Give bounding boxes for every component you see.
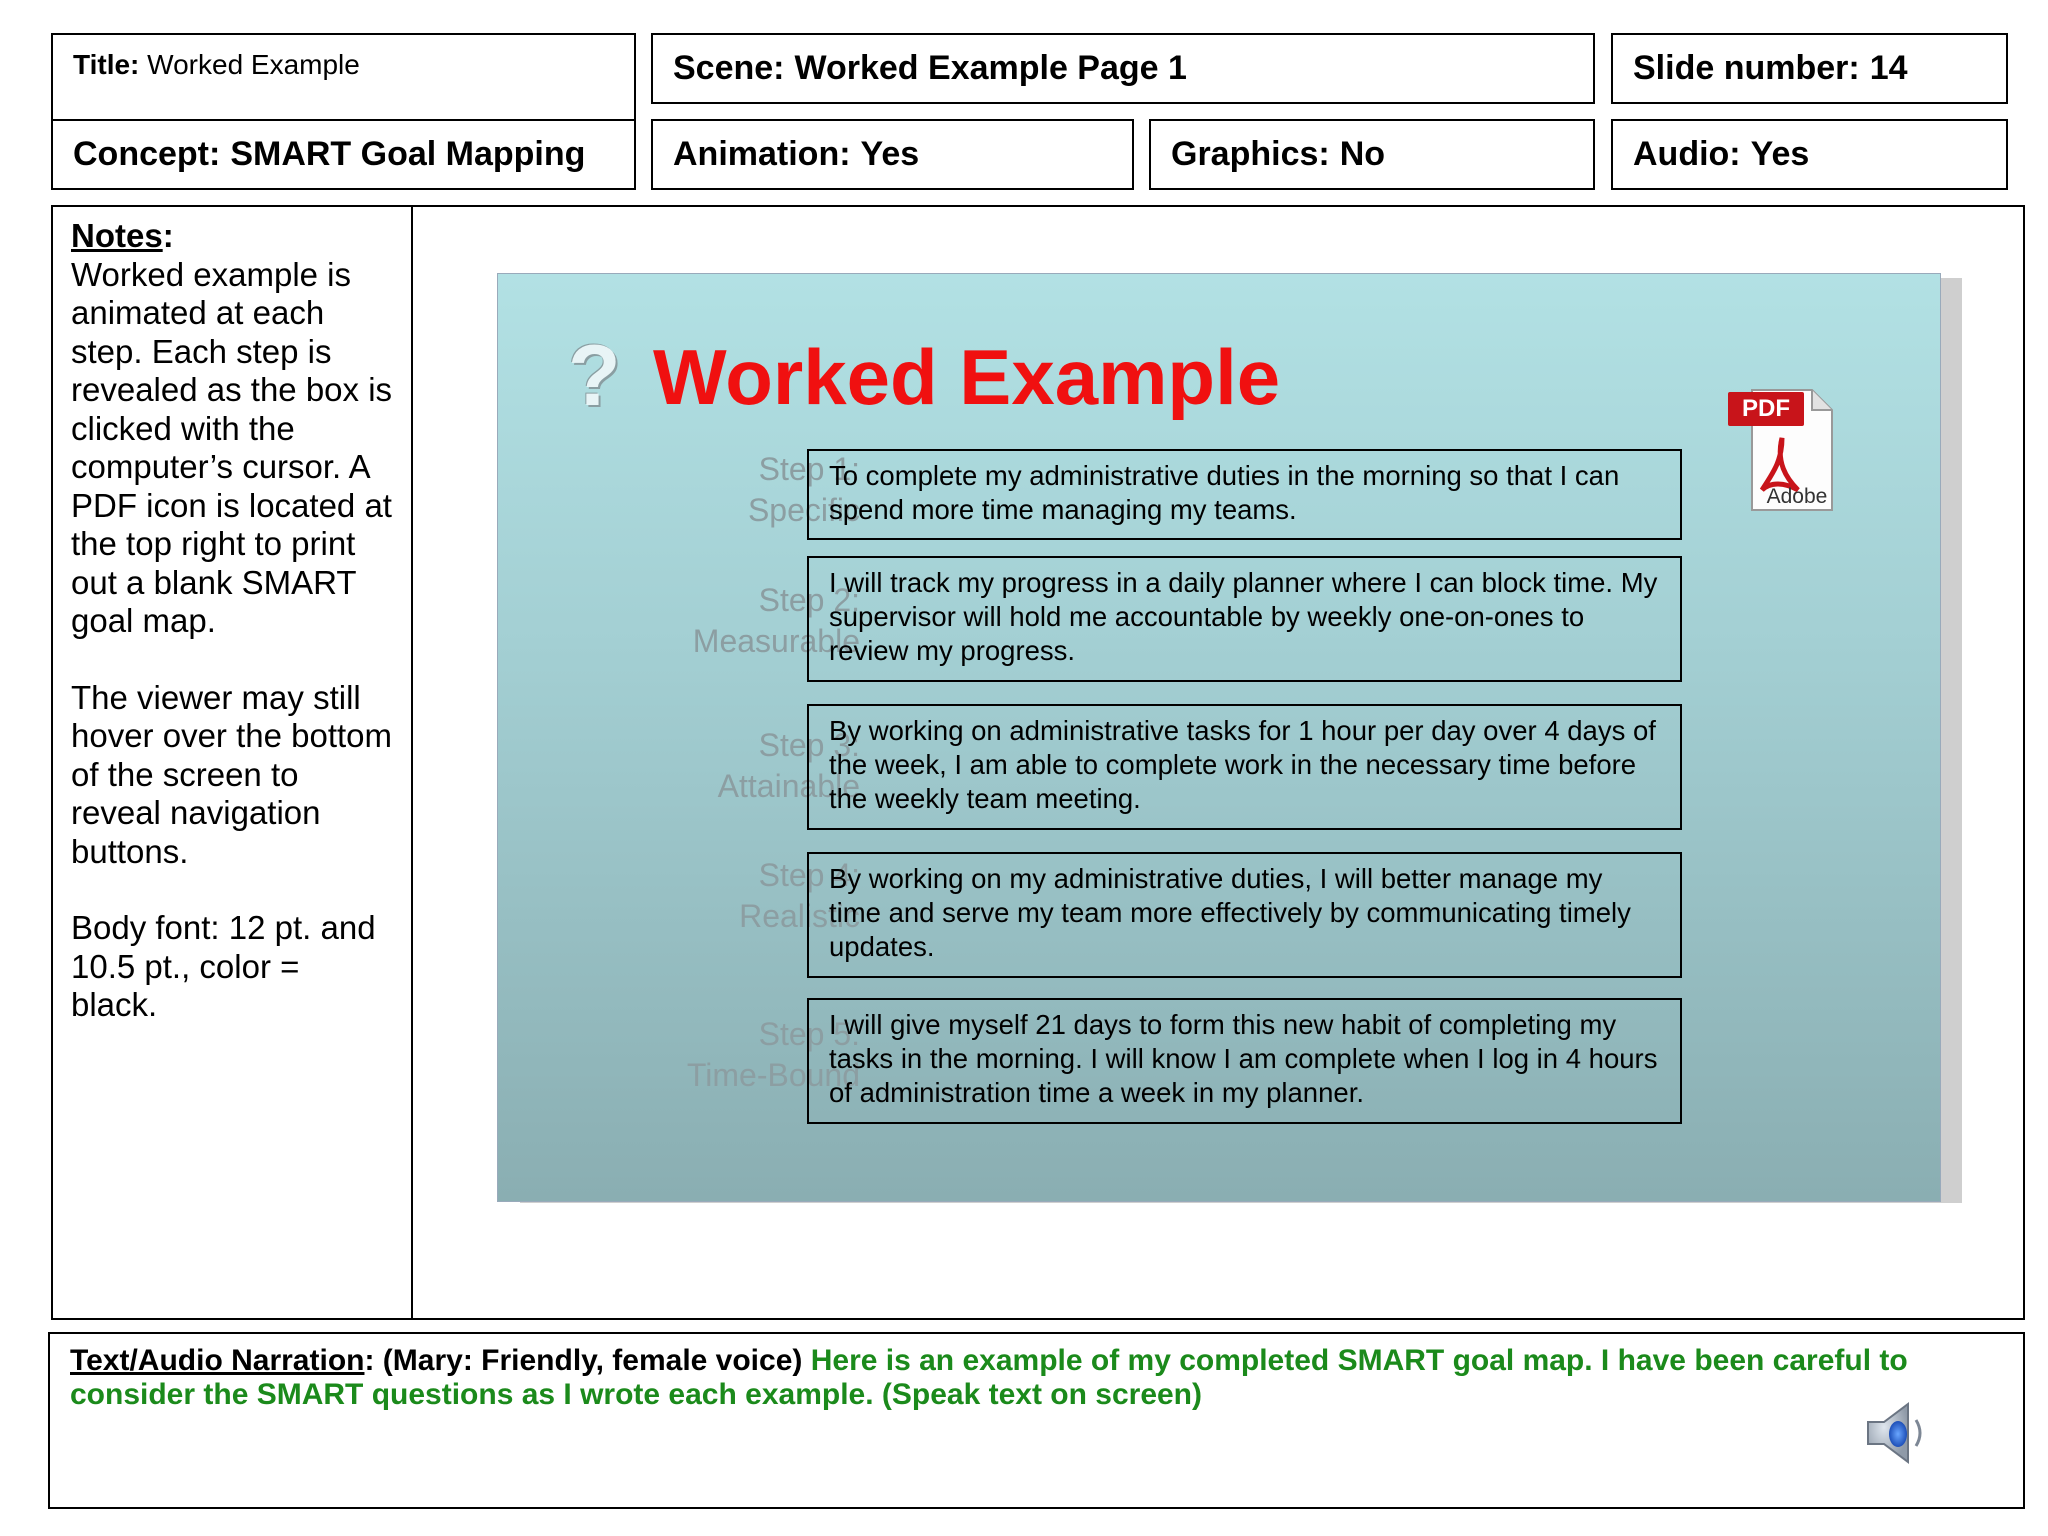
concept-field	[51, 119, 636, 190]
step-1-name: Specific	[747, 492, 860, 528]
step-5-text: I will give myself 21 days to form this new habit of completing my tasks in the morning. I will know I am complete when I log in 4 hours of administration time a week in my planner.	[829, 1009, 1658, 1108]
concept-label: Concept:	[73, 135, 221, 173]
step-2-text: I will track my progress in a daily planner where I can block time. My supervisor will hold me accountable by weekly one-on-ones to review my progress.	[829, 567, 1658, 666]
notes-heading: Notes	[71, 217, 163, 254]
narration-label: Text/Audio Narration	[70, 1344, 365, 1377]
scene-label: Scene:	[673, 49, 785, 87]
narration-colon: :	[364, 1344, 383, 1377]
step-2-box[interactable]	[807, 556, 1682, 682]
step-2-number: Step 2:	[758, 582, 860, 618]
pdf-icon[interactable]	[1726, 382, 1842, 518]
step-3-name: Attainable	[717, 768, 860, 804]
scene-field	[651, 33, 1595, 104]
slide-preview	[497, 273, 1941, 1202]
pdf-label: PDF	[1742, 395, 1790, 422]
notes-paragraph-2: The viewer may still hover over the bottom of the screen to reveal navigation buttons.	[71, 678, 393, 870]
concept-value: SMART Goal Mapping	[230, 135, 586, 173]
graphics-value: No	[1339, 135, 1386, 173]
step-2-name: Measurable	[692, 623, 860, 659]
narration-text: Here is an example of my completed SMART goal map. I have been careful to consider the SMART questions as I wrote each example. (Speak text on screen)	[70, 1344, 1908, 1411]
graphics-label: Graphics:	[1171, 135, 1330, 173]
slide-title: Worked Example	[653, 333, 1281, 421]
step-5-number: Step 5:	[758, 1016, 860, 1052]
question-mark-icon: ?	[568, 328, 621, 424]
adobe-label: Adobe	[1766, 485, 1828, 508]
title-field	[51, 33, 636, 122]
title-value: Worked Example	[147, 49, 360, 80]
animation-label: Animation:	[673, 135, 851, 173]
scene-value: Worked Example Page 1	[794, 49, 1187, 87]
step-1-number: Step 1:	[758, 451, 860, 487]
audio-field	[1611, 119, 2008, 190]
audio-value: Yes	[1750, 135, 1810, 173]
step-1-text: To complete my administrative duties in the morning so that I can spend more time managing my teams.	[829, 460, 1620, 525]
speaker-icon-graphic	[1862, 1400, 1930, 1466]
slide-number-label: Slide number:	[1633, 49, 1860, 87]
audio-label: Audio:	[1633, 135, 1741, 173]
step-3-box[interactable]	[807, 704, 1682, 830]
narration-speaker: (Mary: Friendly, female voice)	[382, 1344, 811, 1377]
step-4-box[interactable]	[807, 852, 1682, 978]
graphics-field	[1149, 119, 1595, 190]
animation-field	[651, 119, 1134, 190]
notes-paragraph-1: Worked example is animated at each step. Each step is revealed as the box is clicked with the computer’s cursor. A PDF icon is located at the top right to print out a blank SMART goal map.	[71, 255, 393, 639]
animation-value: Yes	[860, 135, 920, 173]
step-5-name: Time-Bound	[686, 1057, 860, 1093]
notes-panel	[51, 205, 413, 1320]
step-5-box[interactable]	[807, 998, 1682, 1124]
slide-number-value: 14	[1869, 49, 1908, 87]
step-3-number: Step 3:	[758, 727, 860, 763]
step-4-text: By working on my administrative duties, I will better manage my time and serve my team more effectively by communicating timely updates.	[829, 863, 1631, 962]
step-4-number: Step 4:	[758, 857, 860, 893]
narration-panel	[48, 1332, 2025, 1509]
step-4-name: Realistic	[739, 898, 860, 934]
step-3-text: By working on administrative tasks for 1 hour per day over 4 days of the week, I am able to complete work in the necessary time before the weekly team meeting.	[829, 715, 1656, 814]
speaker-icon[interactable]	[1862, 1400, 1930, 1466]
notes-heading-line	[71, 217, 393, 256]
slide-number-field	[1611, 33, 2008, 104]
notes-paragraph-3: Body font: 12 pt. and 10.5 pt., color = black.	[71, 909, 376, 1023]
title-label: Title:	[73, 49, 140, 80]
notes-colon: :	[162, 217, 174, 254]
step-1-box[interactable]	[807, 449, 1682, 540]
